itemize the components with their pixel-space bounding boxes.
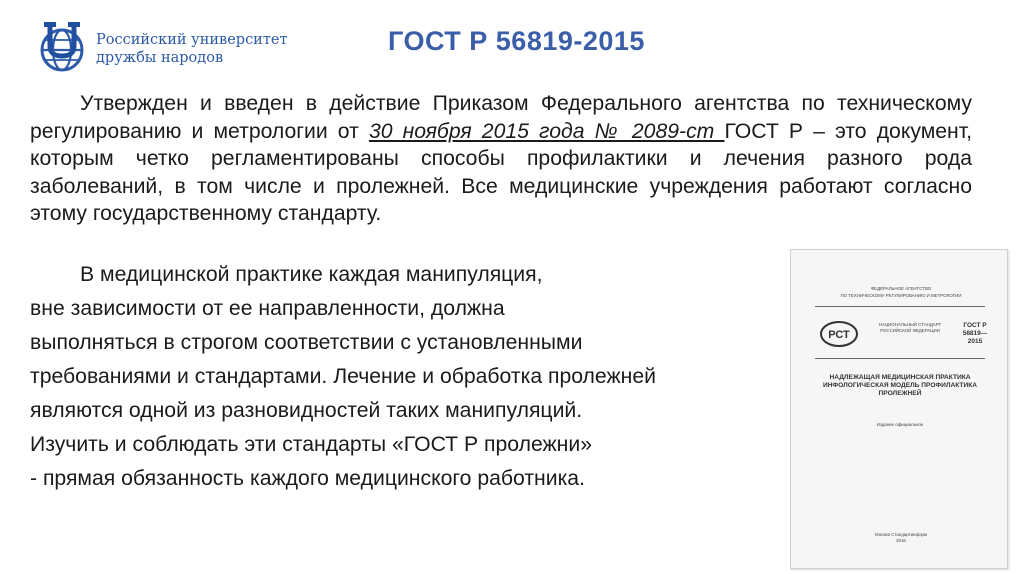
practice-line: Изучить и соблюдать эти стандарты «ГОСТ Р пролежни» — [30, 433, 592, 456]
practice-line: вне зависимости от ее направленности, должна — [30, 297, 505, 320]
practice-line: - прямая обязанность каждого медицинского работника. — [30, 467, 585, 490]
practice-line: В медицинской практике каждая манипуляция, — [80, 263, 543, 286]
globe-emblem-icon — [32, 16, 96, 80]
practice-paragraph — [30, 258, 790, 496]
doc-divider — [815, 358, 985, 359]
practice-line: являются одной из разновидностей таких манипуляций. — [30, 399, 583, 422]
order-reference-link: 30 ноября 2015 года № 2089-ст — [368, 119, 725, 143]
doc-edition: Издание официальное — [876, 422, 924, 427]
doc-divider — [815, 306, 985, 307]
logo-university-name: Российский университет — [96, 32, 288, 48]
logo-university-subname: дружбы народов — [96, 50, 224, 66]
doc-agency-line1: ФЕДЕРАЛЬНОЕ АГЕНТСТВО — [870, 286, 932, 291]
practice-line: выполняться в строгом соответствии с установленными — [30, 331, 583, 354]
doc-footer: Москва Стандартинформ 2016 — [875, 532, 927, 543]
intro-text-start: Утвержден и введен в действие Приказом Федерального агентства по техническому регулированию и метрологии от — [30, 92, 972, 143]
svg-text:РСТ: РСТ — [828, 329, 850, 341]
university-logo — [32, 16, 292, 80]
intro-text-end: ГОСТ Р – это документ, которым четко регламентированы способы профилактики и лечения разного рода заболеваний, в том числе и пролежней. Все медицинские учреждения работают согласно этому государственному стандарту. — [30, 119, 972, 226]
doc-standard-type: НАЦИОНАЛЬНЫЙ СТАНДАРТ РОССИЙСКОЙ ФЕДЕРАЦИИ — [878, 322, 942, 333]
intro-paragraph — [30, 90, 972, 228]
slide-title: ГОСТ Р 56819-2015 — [388, 26, 645, 56]
doc-standard-code: ГОСТ Р 56819— 2015 — [962, 322, 988, 345]
doc-agency-line2: ПО ТЕХНИЧЕСКОМУ РЕГУЛИРОВАНИЮ И МЕТРОЛОГИИ — [840, 293, 962, 298]
doc-standard-title: НАДЛЕЖАЩАЯ МЕДИЦИНСКАЯ ПРАКТИКА ИНФОЛОГИЧЕСКАЯ МОДЕЛЬ ПРОФИЛАКТИКА ПРОЛЕЖНЕЙ — [823, 374, 977, 398]
practice-line: требованиями и стандартами. Лечение и обработка пролежней — [30, 365, 656, 388]
gost-logo-icon — [819, 320, 859, 348]
standard-cover-image — [790, 249, 1008, 569]
